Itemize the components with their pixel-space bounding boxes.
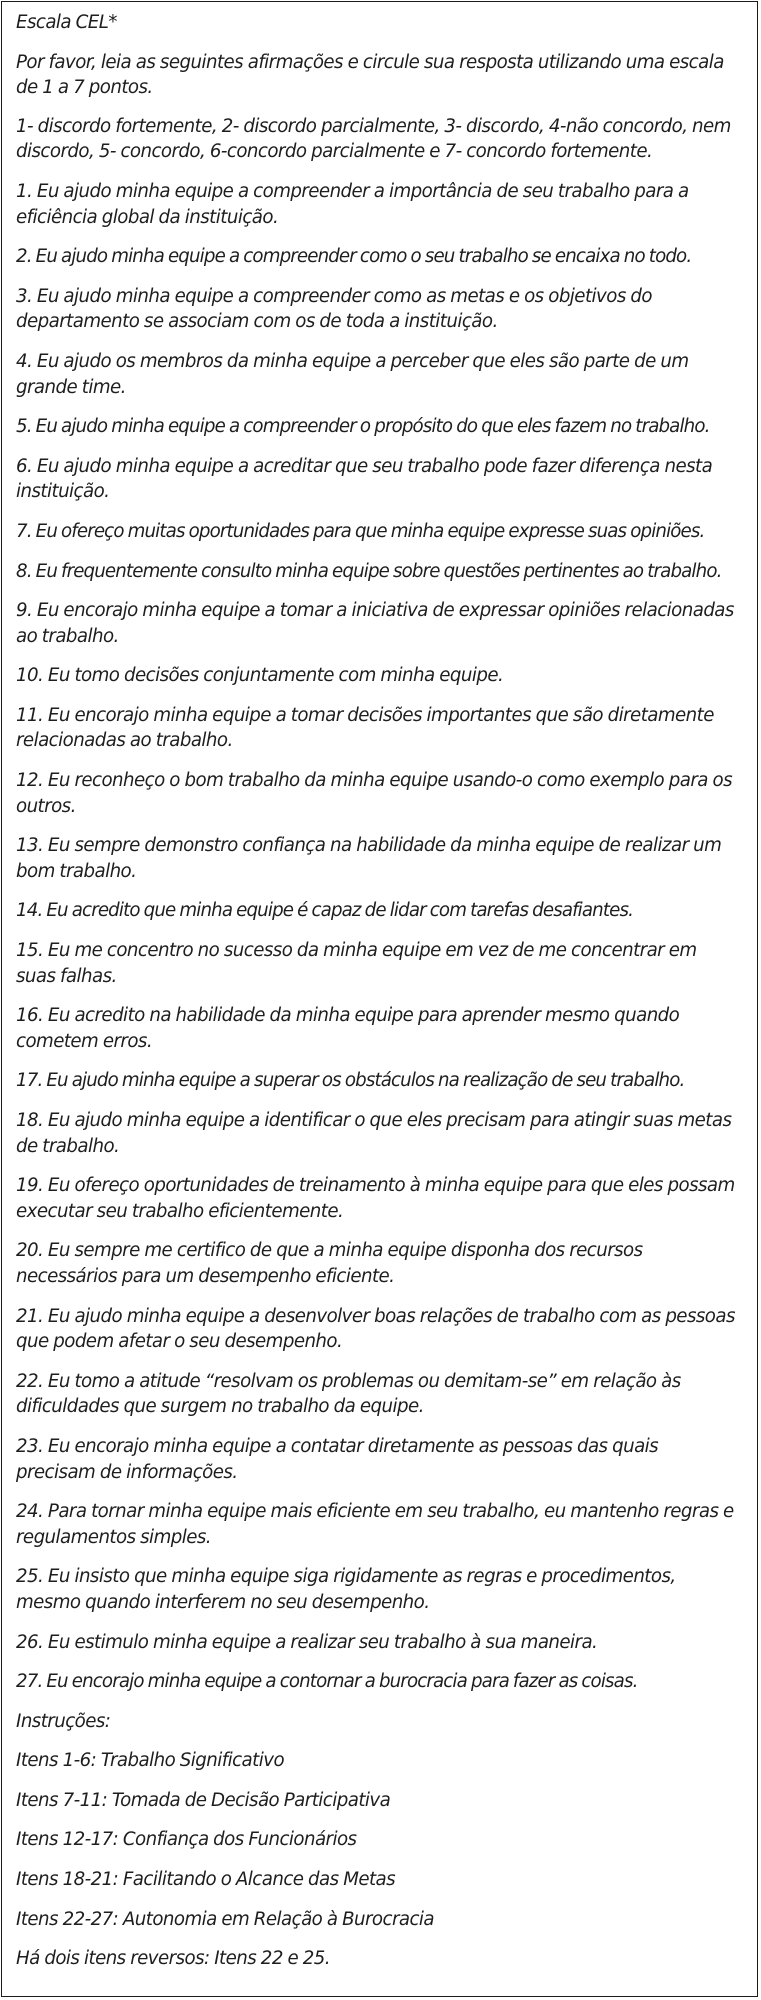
instruction-line: Itens 12-17: Confiança dos Funcionários — [16, 1829, 357, 1851]
statement-item: 23. Eu encorajo minha equipe a contatar diretamente as pessoas das quais precisam de informações. — [16, 1435, 659, 1483]
statement-item: 18. Eu ajudo minha equipe a identificar o que eles precisam para atingir suas metas de trabalho. — [16, 1110, 732, 1157]
statement-item: 27. Eu encorajo minha equipe a contornar a burocracia para fazer as coisas. — [16, 1671, 638, 1693]
statement-item: 20. Eu sempre me certifico de que a minha equipe disponha dos recursos necessários para um desempenho eficiente. — [16, 1240, 643, 1287]
statement-item: 24. Para tornar minha equipe mais eficiente em seu trabalho, eu mantenho regras e regulamentos simples. — [16, 1501, 734, 1548]
instruction-line: Itens 22-27: Autonomia em Relação à Burocracia — [16, 1908, 435, 1930]
statement-item: 16. Eu acredito na habilidade da minha equipe para aprender mesmo quando cometem erros. — [16, 1005, 680, 1052]
statement-item: 3. Eu ajudo minha equipe a compreender como as metas e os objetivos do departamento se associam com os de toda a instituição. — [16, 285, 652, 333]
statement-list — [16, 179, 739, 1695]
statement-item: 11. Eu encorajo minha equipe a tomar decisões importantes que são diretamente relacionadas ao trabalho. — [16, 704, 714, 752]
statement-item: 13. Eu sempre demonstro confiança na habilidade da minha equipe de realizar um bom trabalho. — [16, 835, 722, 882]
statement-item: 2. Eu ajudo minha equipe a compreender como o seu trabalho se encaixa no todo. — [16, 246, 692, 268]
statement-item: 4. Eu ajudo os membros da minha equipe a perceber que eles são parte de um grande time. — [16, 350, 689, 398]
statement-item: 9. Eu encorajo minha equipe a tomar a iniciativa de expressar opiniões relacionadas ao trabalho. — [16, 600, 734, 647]
document-title: Escala CEL* — [16, 12, 117, 33]
statement-item: 19. Eu ofereço oportunidades de treinamento à minha equipe para que eles possam executar seu trabalho eficientemente. — [16, 1175, 735, 1222]
statement-item: 25. Eu insisto que minha equipe siga rigidamente as regras e procedimentos, mesmo quando interferem no seu desempenho. — [16, 1566, 676, 1613]
scale-description: 1- discordo fortemente, 2- discordo parcialmente, 3- discordo, 4-não concordo, nem discordo, 5- concordo, 6-concordo parcialmente e 7- concordo fortemente. — [16, 115, 731, 163]
statement-item: 17. Eu ajudo minha equipe a superar os obstáculos na realização de seu trabalho. — [16, 1070, 685, 1092]
instruction-line: Itens 7-11: Tomada de Decisão Participativa — [16, 1789, 391, 1811]
questionnaire-box — [1, 1, 758, 1997]
instruction-line: Itens 18-21: Facilitando o Alcance das Metas — [16, 1869, 396, 1891]
intro-paragraph: Por favor, leia as seguintes afirmações e circule sua resposta utilizando uma escala de 1 a 7 pontos. — [16, 51, 724, 99]
statement-item: 22. Eu tomo a atitude “resolvam os problemas ou demitam-se” em relação às dificuldades que surgem no trabalho da equipe. — [16, 1370, 681, 1418]
statement-item: 6. Eu ajudo minha equipe a acreditar que seu trabalho pode fazer diferença nesta instituição. — [16, 455, 713, 503]
reverse-items-note: Há dois itens reversos: Itens 22 e 25. — [16, 1948, 331, 1970]
instruction-line: Itens 1-6: Trabalho Significativo — [16, 1750, 285, 1772]
statement-item: 7. Eu ofereço muitas oportunidades para que minha equipe expresse suas opiniões. — [16, 520, 705, 542]
statement-item: 15. Eu me concentro no sucesso da minha equipe em vez de me concentrar em suas falhas. — [16, 940, 697, 987]
statement-item: 5. Eu ajudo minha equipe a compreender o propósito do que eles fazem no trabalho. — [16, 416, 710, 438]
statement-item: 10. Eu tomo decisões conjuntamente com minha equipe. — [16, 665, 504, 687]
instructions-heading: Instruções: — [16, 1710, 111, 1732]
statement-item: 26. Eu estimulo minha equipe a realizar seu trabalho à sua maneira. — [16, 1631, 598, 1653]
statement-item: 21. Eu ajudo minha equipe a desenvolver boas relações de trabalho com as pessoas que podem afetar o seu desempenho. — [16, 1305, 735, 1353]
statement-item: 12. Eu reconheço o bom trabalho da minha equipe usando-o como exemplo para os outros. — [16, 770, 732, 817]
statement-item: 14. Eu acredito que minha equipe é capaz de lidar com tarefas desafiantes. — [16, 900, 634, 922]
statement-item: 1. Eu ajudo minha equipe a compreender a importância de seu trabalho para a eficiência global da instituição. — [16, 180, 689, 228]
statement-item: 8. Eu frequentemente consulto minha equipe sobre questões pertinentes ao trabalho. — [16, 560, 722, 582]
